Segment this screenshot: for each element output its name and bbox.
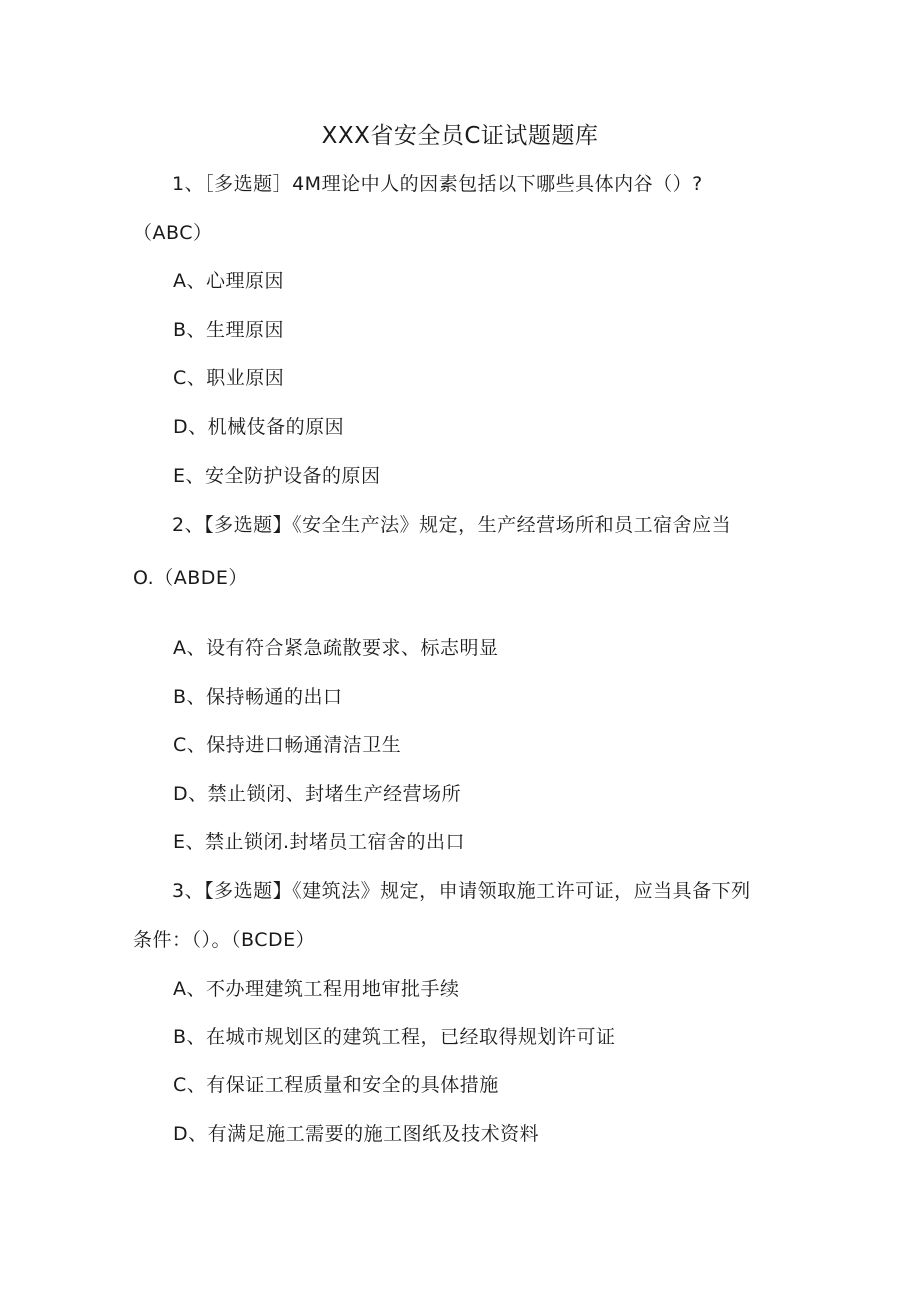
question-1-answer: （ABC）	[133, 222, 213, 244]
question-1-option-b: B、生理原因	[173, 319, 285, 341]
question-2-option-a: A、设有符合紧急疏散要求、标志明显	[173, 637, 499, 659]
question-3-answer: 条件：（）。（BCDE）	[133, 929, 316, 951]
document-title: XXX省安全员C证试题题库	[321, 123, 599, 149]
question-2-option-e: E、禁止锁闭.封堵员工宿舍的出口	[173, 831, 466, 853]
question-1-option-c: C、职业原因	[173, 367, 285, 389]
question-2-option-d: D、禁止锁闭、封堵生产经营场所	[173, 783, 462, 805]
question-1-option-a: A、心理原因	[173, 270, 284, 292]
question-2-answer: O.（ABDE）	[133, 567, 248, 589]
question-1-option-e: E、安全防护设备的原因	[173, 465, 381, 487]
question-3-option-a: A、不办理建筑工程用地审批手续	[173, 978, 460, 1000]
question-2-text: 2、【多选题】《安全生产法》规定，生产经营场所和员工宿舍应当	[172, 514, 732, 536]
question-3-option-c: C、有保证工程质量和安全的具体措施	[173, 1074, 499, 1096]
question-1-text: 1、［多选题］4M理论中人的因素包括以下哪些具体内谷（）?	[172, 173, 703, 195]
question-3-text: 3、【多选题】《建筑法》规定，申请领取施工许可证，应当具备下列	[172, 880, 751, 902]
question-3-option-d: D、有满足施工需要的施工图纸及技术资料	[173, 1123, 540, 1145]
question-3-option-b: B、在城市规划区的建筑工程，已经取得规划许可证	[173, 1026, 616, 1048]
question-1-option-d: D、机械伎备的原因	[173, 416, 345, 438]
question-2-option-b: B、保持畅通的出口	[173, 686, 343, 708]
question-2-option-c: C、保持进口畅通清洁卫生	[173, 734, 402, 756]
